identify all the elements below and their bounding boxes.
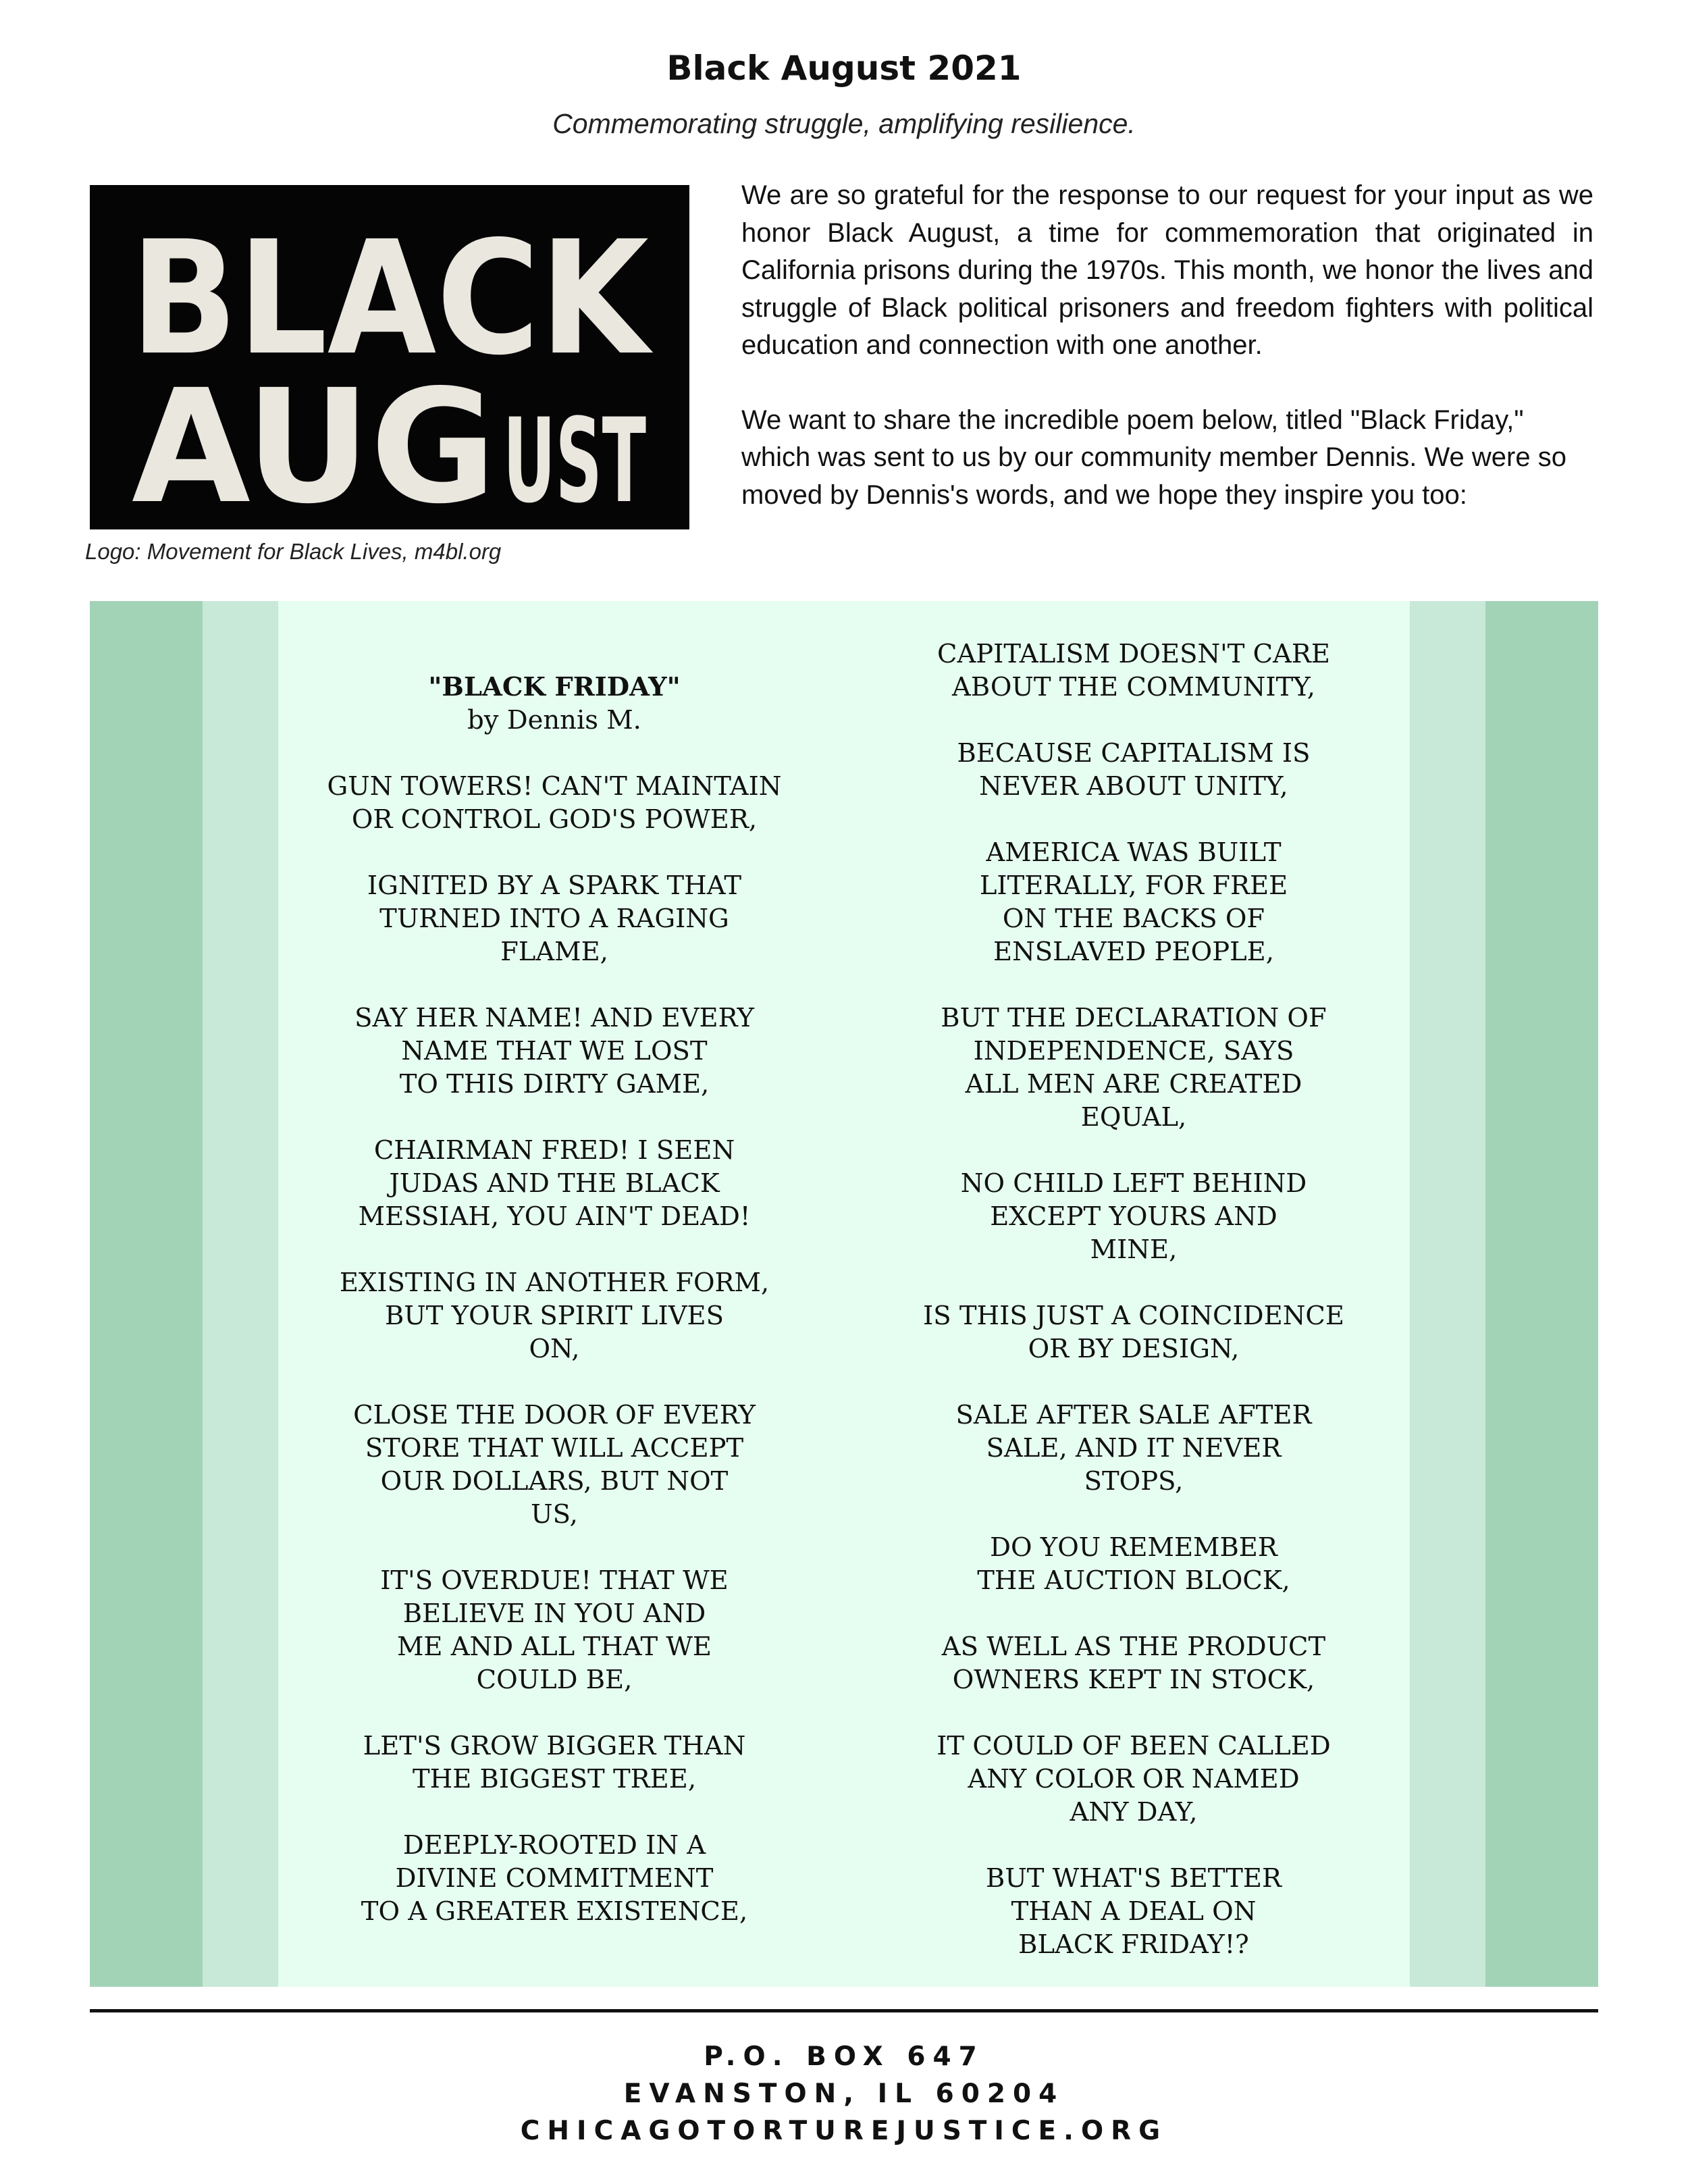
poem-line: DO YOU REMEMBER [990,1532,1277,1563]
poem-stanza [298,1002,811,1101]
logo-word-ust: UST [503,393,646,529]
poem-line: FLAME, [500,937,608,967]
intro-paragraph-1: We are so grateful for the response to our request for your input as we honor Black August, a time for commemoration that originated in California prisons during the 1970s. This month, we honor the lives and struggle of Black political prisoners and freedom fighters with political education and connection with one another. [741,180,1593,360]
poem-line: BELIEVE IN YOU AND [402,1598,706,1629]
poem-byline: by Dennis M. [467,705,641,735]
poem-line: TURNED INTO A RAGING [379,904,729,934]
poem-stanza [298,1134,811,1233]
poem-stanza [877,1399,1390,1498]
poem-stanza [877,1167,1390,1266]
poem-line: SALE, AND IT NEVER [986,1433,1282,1463]
logo-caption: Logo: Movement for Black Lives, m4bl.org [85,539,502,564]
poem-line: OUR DOLLARS, BUT NOT [380,1466,729,1497]
poem-line: NAME THAT WE LOST [401,1036,708,1066]
poem-stanza [298,1829,811,1928]
poem-stanza [877,638,1390,704]
poem-line: BLACK FRIDAY!? [1018,1929,1249,1960]
poem-line: AMERICA WAS BUILT [986,837,1282,868]
poem-stanza [877,1299,1390,1366]
poem-line: ME AND ALL THAT WE [396,1632,712,1662]
poem-line: BUT YOUR SPIRIT LIVES [385,1301,724,1331]
poem-line: THAN A DEAL ON [1011,1896,1257,1927]
poem-line: EXISTING IN ANOTHER FORM, [339,1268,770,1298]
poem-line: US, [531,1499,578,1530]
poem-line: GUN TOWERS! CAN'T MAINTAIN [327,771,782,802]
poem-line: IT'S OVERDUE! THAT WE [380,1565,729,1596]
poem-line: DEEPLY-ROOTED IN A [402,1830,706,1861]
logo-word-black: BLACK [130,207,654,390]
poem-line: ANY COLOR OR NAMED [968,1764,1300,1794]
logo-artwork [90,185,689,538]
poem-line: CAPITALISM DOESN'T CARE [937,639,1330,669]
poem-line: MESSIAH, YOU AIN'T DEAD! [358,1201,751,1232]
poem-line: TO THIS DIRTY GAME, [399,1069,710,1099]
page-title: Black August 2021 [666,49,1022,88]
poem-line: ALL MEN ARE CREATED [965,1069,1302,1099]
poem-line: THE AUCTION BLOCK, [977,1565,1290,1596]
poem-line: ENSLAVED PEOPLE, [993,937,1275,967]
logo-word-aug: AUG [132,356,496,538]
footer-city: EVANSTON, IL 60204 [623,2079,1065,2109]
poem-line: STOPS, [1084,1466,1184,1497]
intro-text [741,177,1593,551]
footer-website[interactable]: CHICAGOTORTUREJUSTICE.ORG [520,2116,1168,2146]
poem-line: ANY DAY, [1070,1797,1198,1827]
left-stanzas [298,770,811,1928]
poem-stanza [877,1630,1390,1696]
poem-line: THE BIGGEST TREE, [412,1764,697,1794]
poem-line: NO CHILD LEFT BEHIND [960,1168,1307,1199]
poem-stanza [298,1266,811,1366]
poem-line: OWNERS KEPT IN STOCK, [952,1665,1315,1695]
poem-stanza [877,1862,1390,1961]
poem-left-column [298,671,811,1961]
footer-po-box: P.O. BOX 647 [704,2042,984,2072]
poem-line: BUT THE DECLARATION OF [941,1003,1327,1033]
poem-line: JUDAS AND THE BLACK [389,1168,720,1199]
poem-title: "BLACK FRIDAY" [428,672,681,702]
poem-line: SALE AFTER SALE AFTER [955,1400,1312,1430]
black-august-logo [90,185,689,538]
poem-line: TO A GREATER EXISTENCE, [361,1896,748,1927]
poem-stanza [298,770,811,836]
poem-stanza [298,1399,811,1531]
poem-stanza [877,1002,1390,1134]
poem-line: IT COULD OF BEEN CALLED [937,1731,1331,1761]
poem-line: NEVER ABOUT UNITY, [979,771,1288,802]
poem-panel [278,601,1410,1987]
page-subtitle: Commemorating struggle, amplifying resilience. [552,108,1136,139]
right-stanzas [877,638,1390,1961]
poem-stanza [877,1730,1390,1829]
poem-stanza [298,869,811,968]
poem-line: ON THE BACKS OF [1002,904,1265,934]
poem-line: CLOSE THE DOOR OF EVERY [353,1400,756,1430]
poem-line: IGNITED BY A SPARK THAT [367,870,742,901]
poem-right-column [877,638,1390,1994]
poem-line: CHAIRMAN FRED! I SEEN [373,1135,735,1166]
poem-line: STORE THAT WILL ACCEPT [365,1433,744,1463]
poem-line: EXCEPT YOURS AND [990,1201,1277,1232]
intro-paragraph-2: We want to share the incredible poem below, titled "Black Friday," which was sent to us by our community member Dennis. We were so moved by Dennis's words, and we hope they inspire you too: [741,405,1566,510]
poem-line: ABOUT THE COMMUNITY, [952,672,1315,702]
poem-line: SAY HER NAME! AND EVERY [354,1003,754,1033]
footer-divider [90,2009,1598,2012]
poem-line: MINE, [1090,1234,1178,1265]
poem-stanza [298,1730,811,1796]
poem-stanza [877,1531,1390,1597]
poem-line: COULD BE, [476,1665,633,1695]
poem-line: INDEPENDENCE, SAYS [973,1036,1294,1066]
poem-line: OR BY DESIGN, [1028,1334,1240,1364]
poem-line: DIVINE COMMITMENT [395,1863,714,1894]
poem-line: EQUAL, [1080,1102,1187,1133]
poem-stanza [877,737,1390,803]
poem-line: ON, [529,1334,580,1364]
poem-line: LET'S GROW BIGGER THAN [363,1731,746,1761]
poem-heading [298,671,811,737]
poem-stanza [877,836,1390,968]
poem-line: BECAUSE CAPITALISM IS [957,738,1311,769]
poem-line: IS THIS JUST A COINCIDENCE [923,1301,1344,1331]
poem-line: BUT WHAT'S BETTER [986,1863,1282,1894]
poem-stanza [298,1564,811,1696]
poem-line: OR CONTROL GOD'S POWER, [351,804,758,835]
poem-line: LITERALLY, FOR FREE [979,870,1288,901]
poem-line: AS WELL AS THE PRODUCT [941,1632,1326,1662]
